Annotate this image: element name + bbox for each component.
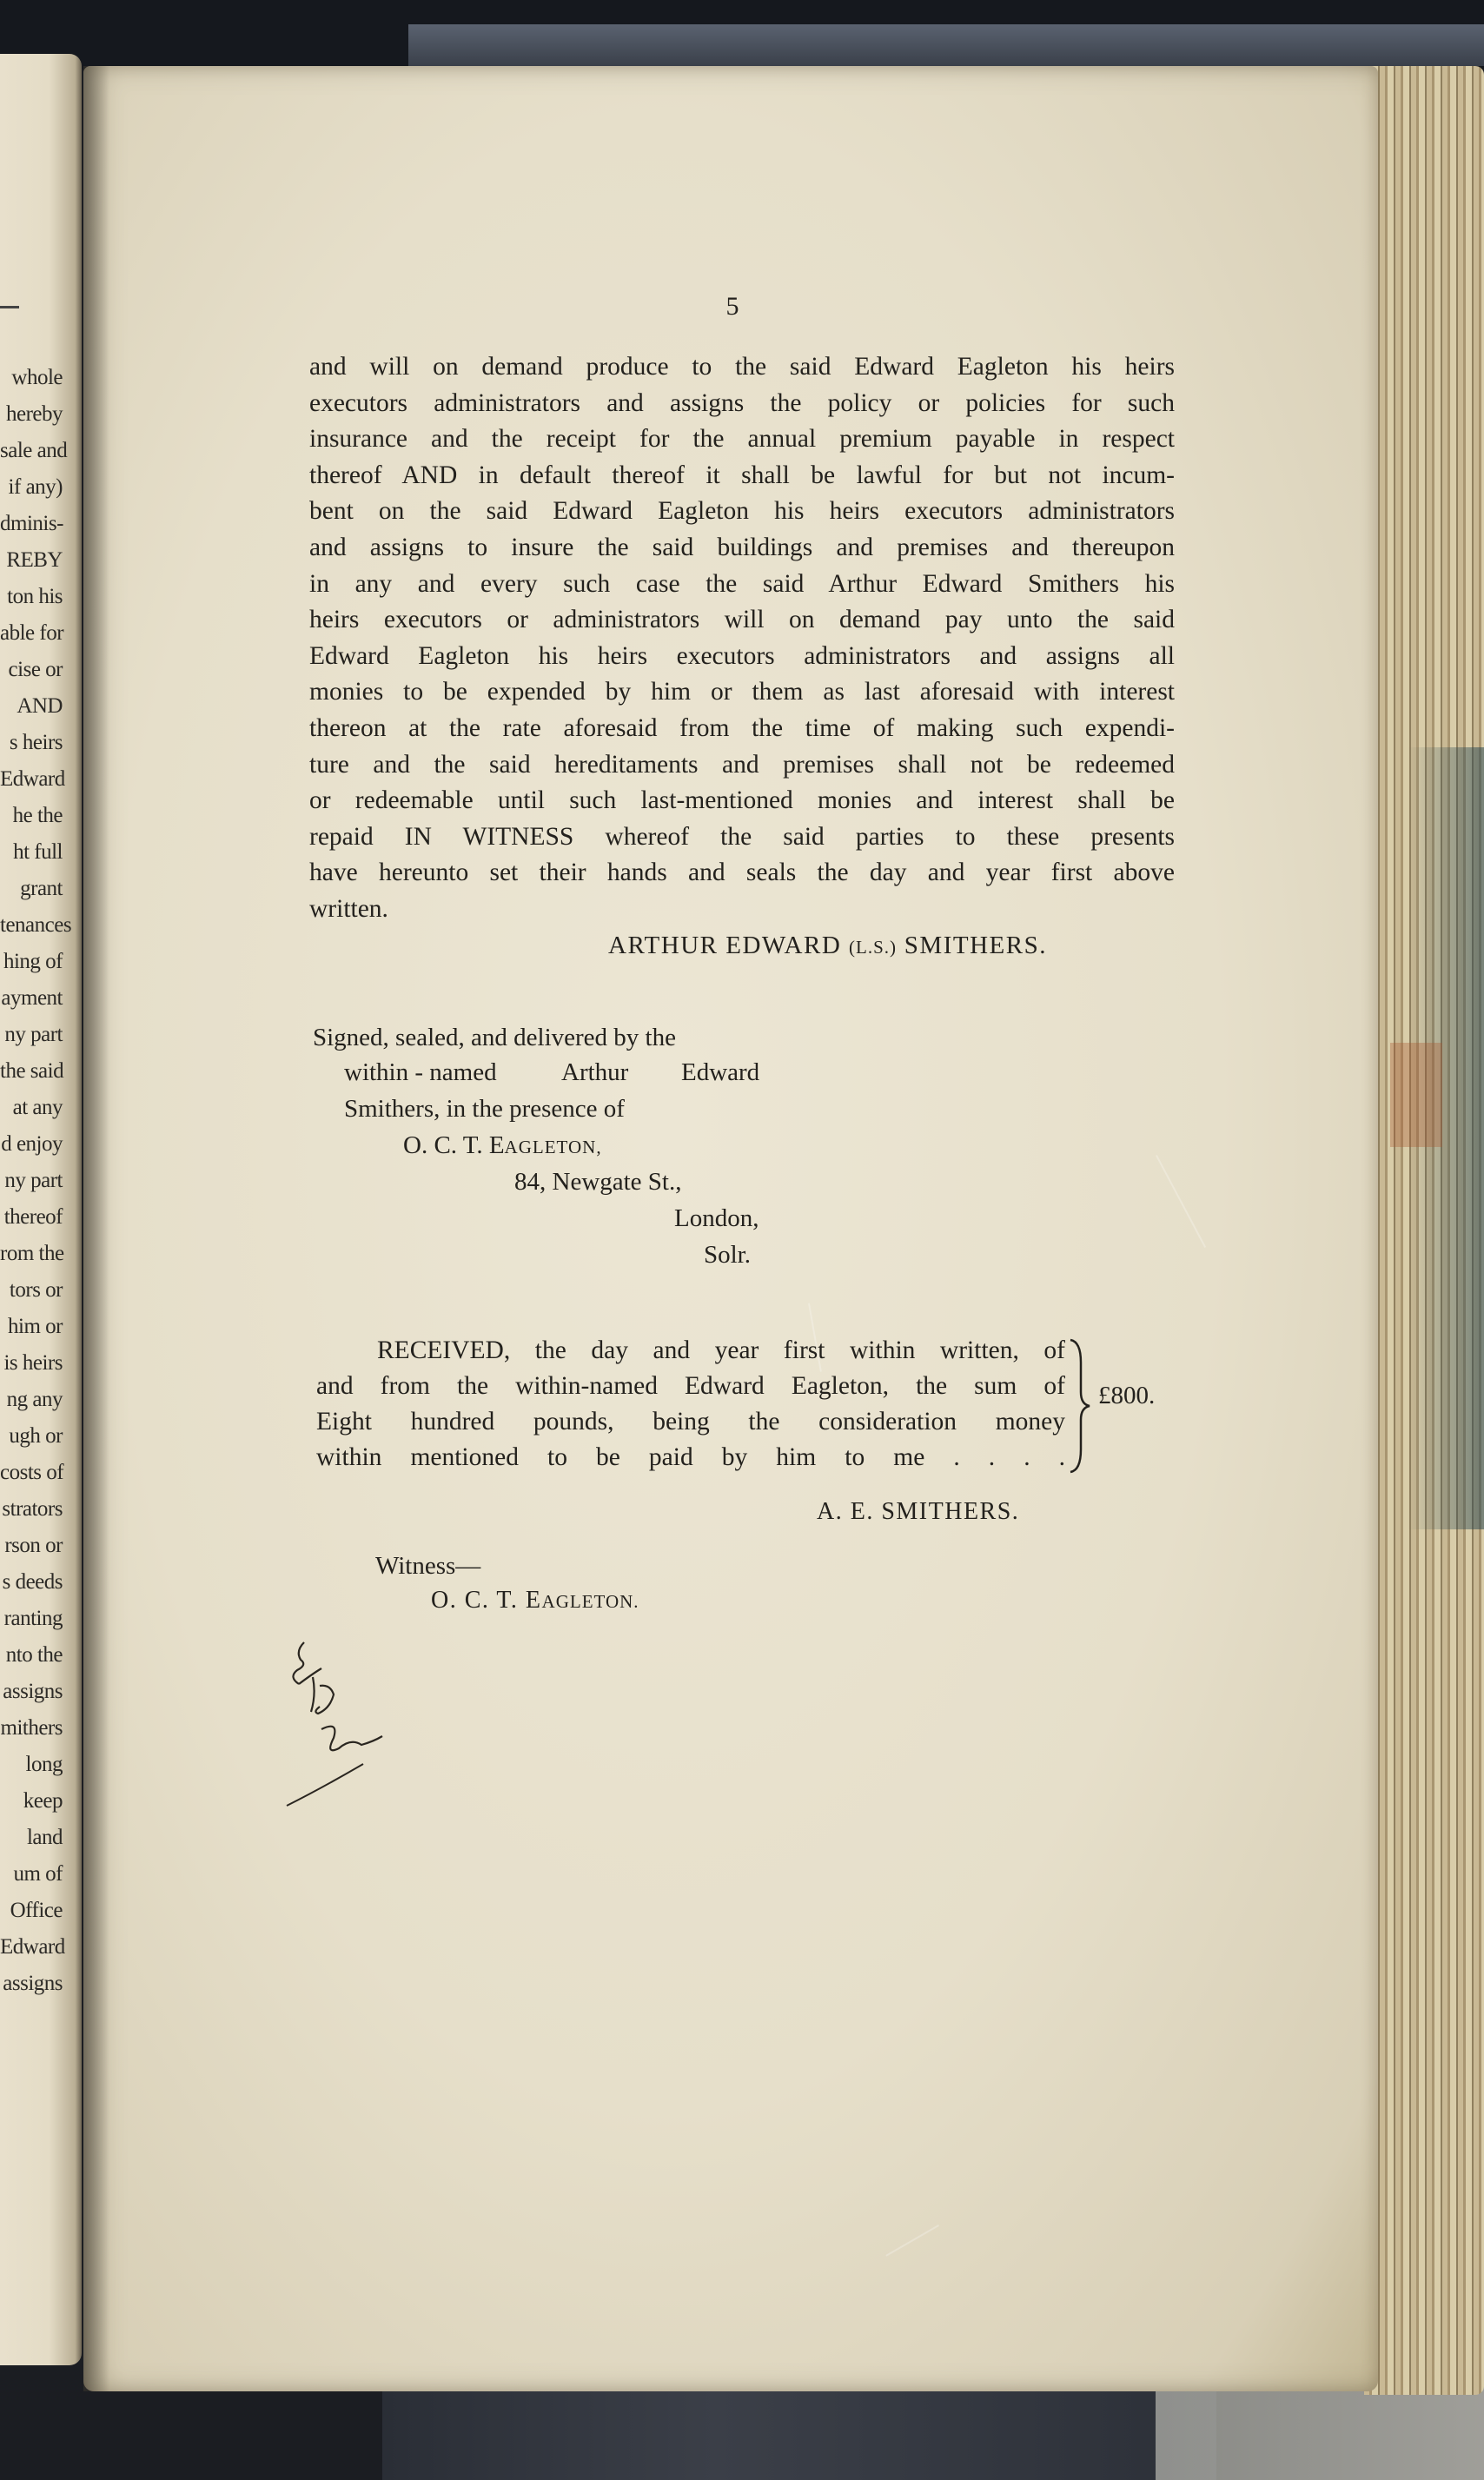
left-page-text-column bbox=[0, 360, 72, 2002]
witness-surname-rest: AGLETON. bbox=[541, 1591, 639, 1612]
body-line: bent on the said Edward Eagleton his heirs executors administrators bbox=[309, 497, 1175, 526]
attestation-line-2c: Edward bbox=[681, 1058, 760, 1086]
seal-mark: (L.S.) bbox=[849, 937, 898, 958]
left-page-line: d enjoy bbox=[1, 1132, 63, 1156]
left-page-line: land bbox=[26, 1826, 63, 1849]
attestation-witness-initials: O. C. T. bbox=[403, 1131, 483, 1159]
body-line: thereon at the rate aforesaid from the time of making such expendi- bbox=[309, 713, 1175, 742]
body-line: thereof AND in default thereof it shall be lawful for but not incum- bbox=[309, 461, 1175, 489]
body-line: in any and every such case the said Arthur Edward Smithers his bbox=[309, 569, 1175, 598]
receipt-line: Eight hundred pounds, being the consideration money bbox=[316, 1408, 1065, 1436]
left-page-line: ny part bbox=[4, 1023, 63, 1046]
witness-label: Witness— bbox=[375, 1552, 481, 1580]
left-facing-page bbox=[0, 54, 82, 2365]
left-page-line: the said bbox=[0, 1059, 64, 1083]
left-page-line: nto the bbox=[5, 1643, 63, 1667]
left-page-line: assigns bbox=[3, 1680, 63, 1703]
page-number: 5 bbox=[725, 292, 739, 321]
body-line: heirs executors or administrators will on demand pay unto the said bbox=[309, 606, 1175, 634]
book-cover-edge bbox=[408, 24, 1484, 66]
left-page-line: assigns bbox=[3, 1972, 63, 1995]
left-page-line: Edward bbox=[0, 767, 65, 791]
attestation-line-1: Signed, sealed, and delivered by the bbox=[313, 1024, 676, 1051]
receipt-signatory: A. E. SMITHERS. bbox=[817, 1498, 1020, 1525]
left-page-line: ton his bbox=[7, 585, 63, 608]
left-page-line: rson or bbox=[4, 1534, 63, 1557]
left-page-line: grant bbox=[20, 877, 63, 900]
left-page-line: hing of bbox=[3, 950, 63, 973]
attestation-witness-surname-rest: AGLETON, bbox=[504, 1137, 602, 1157]
left-page-line: him or bbox=[8, 1315, 63, 1338]
left-page-line: s heirs bbox=[9, 731, 63, 754]
left-page-dash bbox=[0, 306, 19, 308]
attestation-line-3: Smithers, in the presence of bbox=[344, 1095, 625, 1123]
left-page-line: mithers bbox=[0, 1716, 63, 1740]
left-page-line: Office bbox=[10, 1899, 63, 1922]
witness-initials: O. C. T. bbox=[431, 1587, 519, 1614]
attestation-line-2a: within - named bbox=[344, 1058, 497, 1086]
curly-brace bbox=[1067, 1336, 1091, 1475]
left-page-line: long bbox=[25, 1753, 63, 1776]
background-bottom bbox=[382, 2381, 1216, 2480]
left-page-line: s deeds bbox=[2, 1570, 63, 1594]
receipt-line: and from the within-named Edward Eagleton, the sum of bbox=[316, 1372, 1065, 1400]
body-line: or redeemable until such last-mentioned monies and interest shall be bbox=[309, 786, 1175, 815]
signatory-first-names: ARTHUR EDWARD bbox=[608, 932, 842, 959]
body-line: and assigns to insure the said buildings and premises and thereupon bbox=[309, 533, 1175, 561]
left-page-line: ranting bbox=[3, 1607, 63, 1630]
left-page-line: cise or bbox=[8, 658, 63, 681]
left-page-line: he the bbox=[12, 804, 63, 827]
signature-block bbox=[608, 932, 1047, 960]
witness-address-street: 84, Newgate St., bbox=[514, 1168, 682, 1196]
body-line: ture and the said hereditaments and premises shall not be redeemed bbox=[309, 750, 1175, 779]
attestation-line-2b: Arthur bbox=[561, 1058, 629, 1086]
left-page-line: able for bbox=[0, 621, 64, 645]
body-paragraph bbox=[309, 349, 1175, 928]
receipt-paragraph bbox=[316, 1333, 1065, 1475]
attestation-witness-surname-cap: E bbox=[488, 1131, 505, 1159]
left-page-line: sale and bbox=[0, 439, 68, 462]
left-page-line: at any bbox=[12, 1096, 63, 1119]
body-line: and will on demand produce to the said Edward Eagleton his heirs bbox=[309, 353, 1175, 381]
left-page-line: dminis- bbox=[0, 512, 63, 535]
left-page-line: ht full bbox=[13, 840, 63, 864]
body-line: executors administrators and assigns the policy or policies for such bbox=[309, 388, 1175, 417]
left-page-line: strators bbox=[2, 1497, 63, 1521]
left-page-line: AND bbox=[17, 694, 63, 718]
left-page-line: REBY bbox=[6, 548, 63, 572]
witness-title: Solr. bbox=[704, 1241, 751, 1269]
left-page-line: tenances bbox=[0, 913, 72, 937]
background-bottom-light bbox=[1156, 2381, 1484, 2480]
left-page-line: ugh or bbox=[9, 1424, 63, 1448]
left-page-line: ny part bbox=[4, 1169, 63, 1192]
left-page-line: costs of bbox=[0, 1461, 64, 1484]
left-page-line: Edward bbox=[0, 1935, 65, 1959]
body-line: repaid IN WITNESS whereof the said parties to these presents bbox=[309, 822, 1175, 851]
left-page-line: rom the bbox=[0, 1242, 64, 1265]
left-page-line: thereof bbox=[3, 1205, 63, 1229]
page-edges-stain bbox=[1390, 1043, 1442, 1147]
left-page-line: tors or bbox=[9, 1278, 63, 1302]
body-line: Edward Eagleton his heirs executors administrators and assigns all bbox=[309, 641, 1175, 670]
receipt-amount: £800. bbox=[1098, 1382, 1156, 1409]
witness-surname-cap: E bbox=[525, 1587, 542, 1614]
left-page-line: whole bbox=[11, 366, 63, 389]
handwritten-initials-mark bbox=[278, 1634, 400, 1807]
left-page-line: ng any bbox=[6, 1388, 63, 1411]
attestation-witness bbox=[403, 1131, 602, 1160]
left-page-line: is heirs bbox=[3, 1351, 63, 1375]
signatory-surname: SMITHERS. bbox=[904, 932, 1047, 959]
left-page-line: keep bbox=[23, 1789, 63, 1813]
left-page-line: um of bbox=[13, 1862, 63, 1886]
witness-address-city: London, bbox=[674, 1204, 759, 1232]
receipt-line: RECEIVED, the day and year first within written, of bbox=[377, 1336, 1065, 1364]
left-page-line: hereby bbox=[5, 402, 63, 426]
witness-name bbox=[431, 1587, 639, 1615]
body-line: insurance and the receipt for the annual premium payable in respect bbox=[309, 425, 1175, 454]
left-page-line: if any) bbox=[8, 475, 63, 499]
receipt-line: within mentioned to be paid by him to me . . . . bbox=[316, 1443, 1065, 1471]
left-page-line: ayment bbox=[1, 986, 63, 1010]
page-gutter-shadow bbox=[83, 66, 109, 2391]
body-line: monies to be expended by him or them as last aforesaid with interest bbox=[309, 678, 1175, 706]
body-line: written. bbox=[309, 894, 388, 923]
body-line: have hereunto set their hands and seals the day and year first above bbox=[309, 859, 1175, 887]
